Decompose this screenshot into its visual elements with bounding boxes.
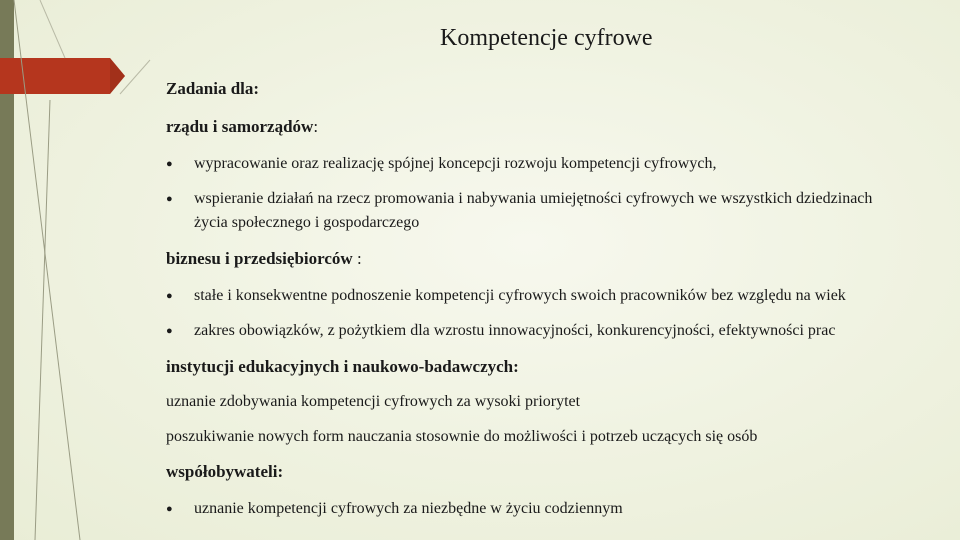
section-heading-government: rządu i samorządów: [166, 117, 319, 136]
decorative-lines [0, 0, 180, 540]
bullet-icon: ● [166, 193, 173, 205]
paragraph: uznanie zdobywania kompetencji cyfrowych za wysoki priorytet [166, 393, 581, 410]
list-item: ● uznanie kompetencji cyfrowych za niezbędne w życiu codziennym [166, 497, 926, 521]
intro-label: Zadania dla: [166, 79, 260, 98]
bullet-icon: ● [166, 325, 173, 337]
bullet-icon: ● [166, 503, 173, 515]
list-item: ● stałe i konsekwentne podnoszenie kompetencji cyfrowych swoich pracowników bez względu na wiek [166, 284, 946, 308]
section-heading-institutions: instytucji edukacyjnych i naukowo-badawczych: [166, 357, 519, 376]
section-heading-citizens: współobywateli: [166, 462, 284, 481]
section-heading-business: biznesu i przedsiębiorców : [166, 249, 362, 268]
slide-title: Kompetencje cyfrowe [440, 25, 653, 51]
bullet-icon: ● [166, 158, 173, 170]
list-item: ● wspieranie działań na rzecz promowania i nabywania umiejętności cyfrowych we wszystkich dziedzinach życia społecznego i gospodarczego [166, 187, 926, 235]
bullet-icon: ● [166, 290, 173, 302]
red-arrow-banner [0, 58, 125, 94]
paragraph: poszukiwanie nowych form nauczania stosownie do możliwości i potrzeb uczących się osób [166, 428, 758, 445]
list-item: ● wypracowanie oraz realizację spójnej koncepcji rozwoju kompetencji cyfrowych, [166, 152, 926, 176]
list-item: ● zakres obowiązków, z pożytkiem dla wzrostu innowacyjności, konkurencyjności, efektywności prac [166, 319, 946, 343]
